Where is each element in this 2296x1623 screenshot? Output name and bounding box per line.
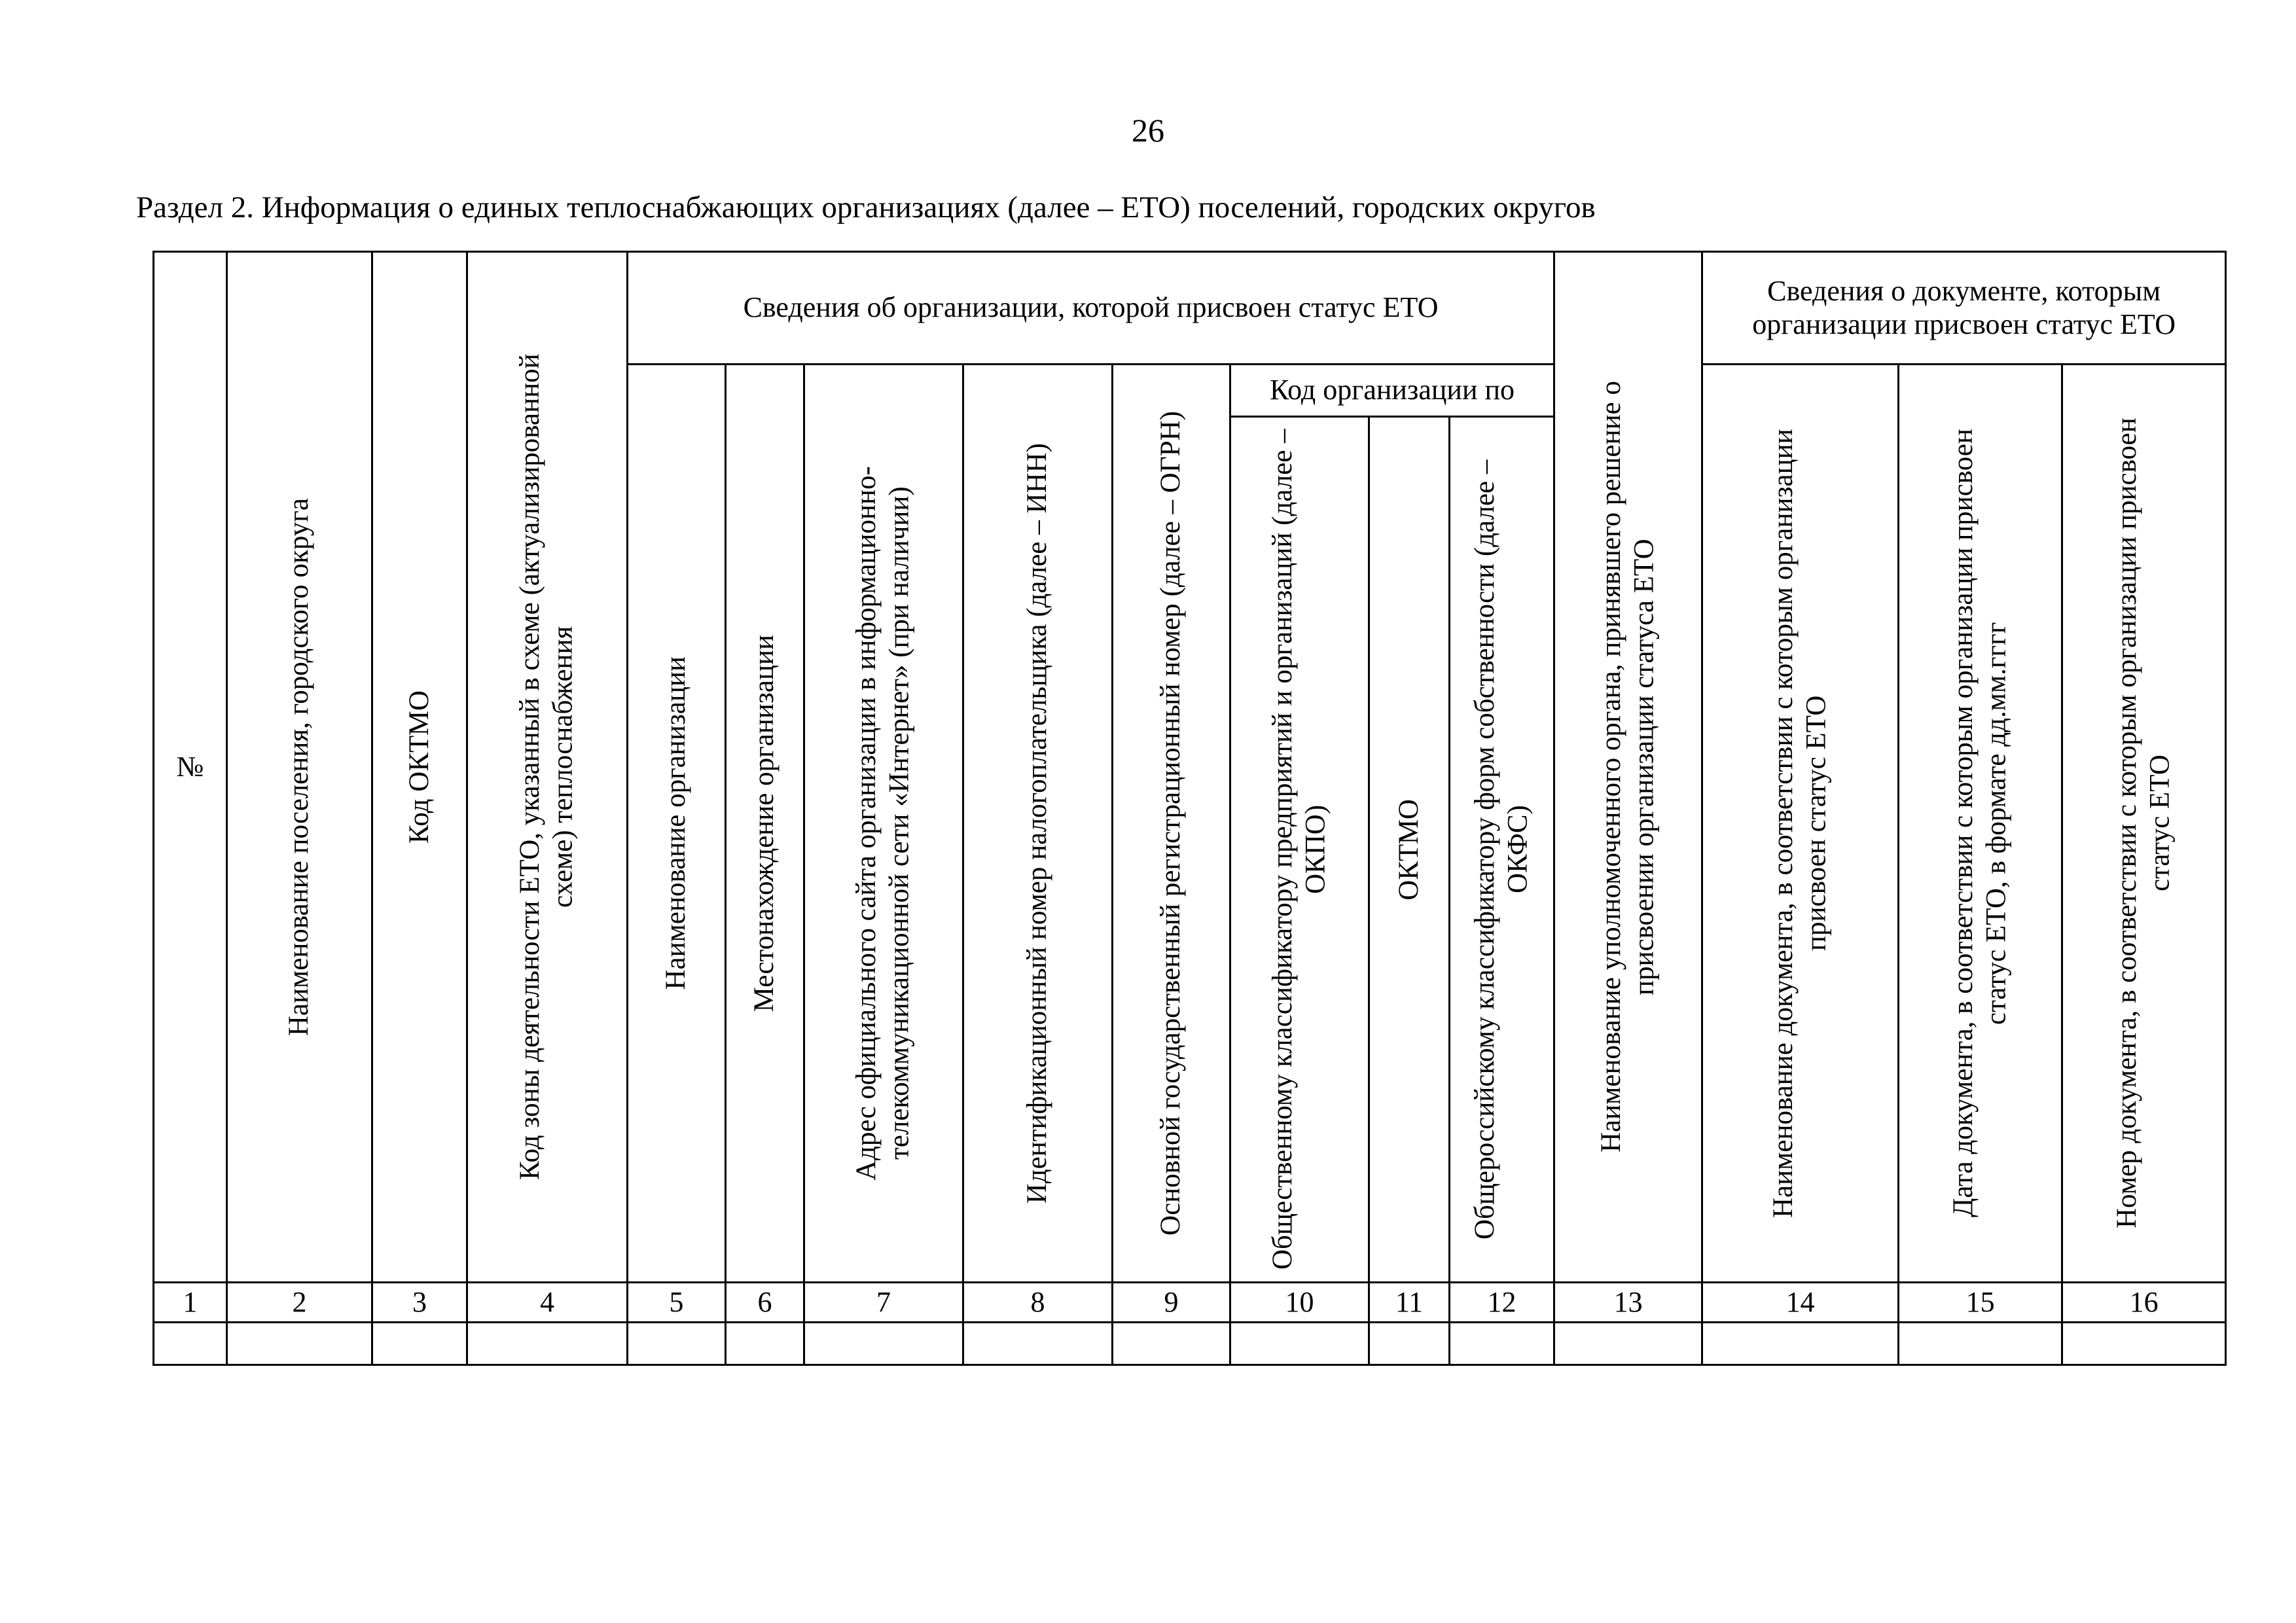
header-label: Наименование поселения, городского округа xyxy=(283,497,315,1037)
page-number: 26 xyxy=(1132,112,1164,149)
section-title: Раздел 2. Информация о единых теплоснабжающих организациях (далее – ЕТО) поселений, городских округов xyxy=(136,190,1596,224)
empty-cell xyxy=(1230,1323,1369,1365)
header-col-14 xyxy=(1702,365,1899,1283)
group-org-info xyxy=(628,252,1554,365)
header-col-13 xyxy=(1554,252,1702,1283)
empty-cell xyxy=(467,1323,628,1365)
header-label: Адрес официального сайта организации в информационно-телекоммуникационной сети «Интернет» (при наличии) xyxy=(851,466,915,1181)
column-number: 12 xyxy=(1450,1283,1554,1323)
empty-cell xyxy=(1702,1323,1899,1365)
column-number: 4 xyxy=(467,1283,628,1323)
column-number: 7 xyxy=(804,1283,963,1323)
header-label: Код ОКТМО xyxy=(403,690,435,844)
column-number: 2 xyxy=(227,1283,372,1323)
empty-data-row xyxy=(154,1323,2226,1365)
header-col-1 xyxy=(154,252,227,1283)
column-number: 5 xyxy=(628,1283,726,1323)
empty-cell xyxy=(1899,1323,2062,1365)
header-col-4 xyxy=(467,252,628,1283)
empty-cell xyxy=(963,1323,1113,1365)
column-number: 14 xyxy=(1702,1283,1899,1323)
empty-cell xyxy=(1450,1323,1554,1365)
header-label: Основной государственный регистрационный номер (далее – ОГРН) xyxy=(1155,411,1187,1236)
empty-cell xyxy=(372,1323,467,1365)
empty-cell xyxy=(804,1323,963,1365)
column-number: 11 xyxy=(1369,1283,1450,1323)
header-col-9 xyxy=(1113,365,1230,1283)
header-col-11 xyxy=(1369,417,1450,1283)
header-col-6 xyxy=(726,365,804,1283)
empty-cell xyxy=(227,1323,372,1365)
group-label: Сведения об организации, которой присвоен статус ЕТО xyxy=(743,291,1439,324)
header-label: ОКТМО xyxy=(1393,798,1424,901)
header-label: Общероссийскому классификатору форм собственности (далее – ОКФС) xyxy=(1469,459,1534,1240)
header-label: Наименование организации xyxy=(660,656,692,990)
empty-cell xyxy=(628,1323,726,1365)
empty-cell xyxy=(1369,1323,1450,1365)
header-col-10 xyxy=(1230,417,1369,1283)
header-col-7 xyxy=(804,365,963,1283)
header-col-2 xyxy=(227,252,372,1283)
column-number-row xyxy=(154,1283,2226,1323)
header-label: Наименование документа, в соответствии с которым организации присвоен статус ЕТО xyxy=(1767,429,1832,1218)
column-number: 6 xyxy=(726,1283,804,1323)
header-col-12 xyxy=(1450,417,1554,1283)
header-label: № xyxy=(176,750,204,783)
group-label: Сведения о документе, которым организации присвоен статус ЕТО xyxy=(1752,274,2176,340)
header-label: Код зоны деятельности ЕТО, указанный в схеме (актуализированной схеме) теплоснабжения xyxy=(514,353,579,1181)
group-label: Код организации по xyxy=(1270,374,1515,406)
empty-cell xyxy=(154,1323,227,1365)
header-col-15 xyxy=(1899,365,2062,1283)
column-number: 16 xyxy=(2062,1283,2226,1323)
empty-cell xyxy=(1113,1323,1230,1365)
eto-table xyxy=(152,251,2227,1366)
header-label: Местонахождение организации xyxy=(749,634,780,1012)
header-col-5 xyxy=(628,365,726,1283)
column-number: 8 xyxy=(963,1283,1113,1323)
empty-cell xyxy=(726,1323,804,1365)
column-number: 13 xyxy=(1554,1283,1702,1323)
empty-cell xyxy=(2062,1323,2226,1365)
header-col-8 xyxy=(963,365,1113,1283)
group-doc-info xyxy=(1702,252,2226,365)
column-number: 15 xyxy=(1899,1283,2062,1323)
header-col-3 xyxy=(372,252,467,1283)
header-col-16 xyxy=(2062,365,2226,1283)
column-number: 9 xyxy=(1113,1283,1230,1323)
group-org-code xyxy=(1230,365,1554,417)
header-label: Общественному классификатору предприятий и организаций (далее – ОКПО) xyxy=(1266,429,1331,1270)
column-number: 3 xyxy=(372,1283,467,1323)
header-label: Наименование уполномоченного органа, принявшего решение о присвоении организации статуса ЕТО xyxy=(1595,381,1660,1153)
column-number: 10 xyxy=(1230,1283,1369,1323)
empty-cell xyxy=(1554,1323,1702,1365)
header-label: Идентификационный номер налогоплательщика (далее – ИНН) xyxy=(1022,442,1053,1204)
header-label: Номер документа, в соответствии с которым организации присвоен статус ЕТО xyxy=(2111,418,2176,1229)
header-label: Дата документа, в соответствии с которым организации присвоен статус ЕТО, в формате дд.мм.гггг xyxy=(1947,429,2012,1218)
column-number: 1 xyxy=(154,1283,227,1323)
